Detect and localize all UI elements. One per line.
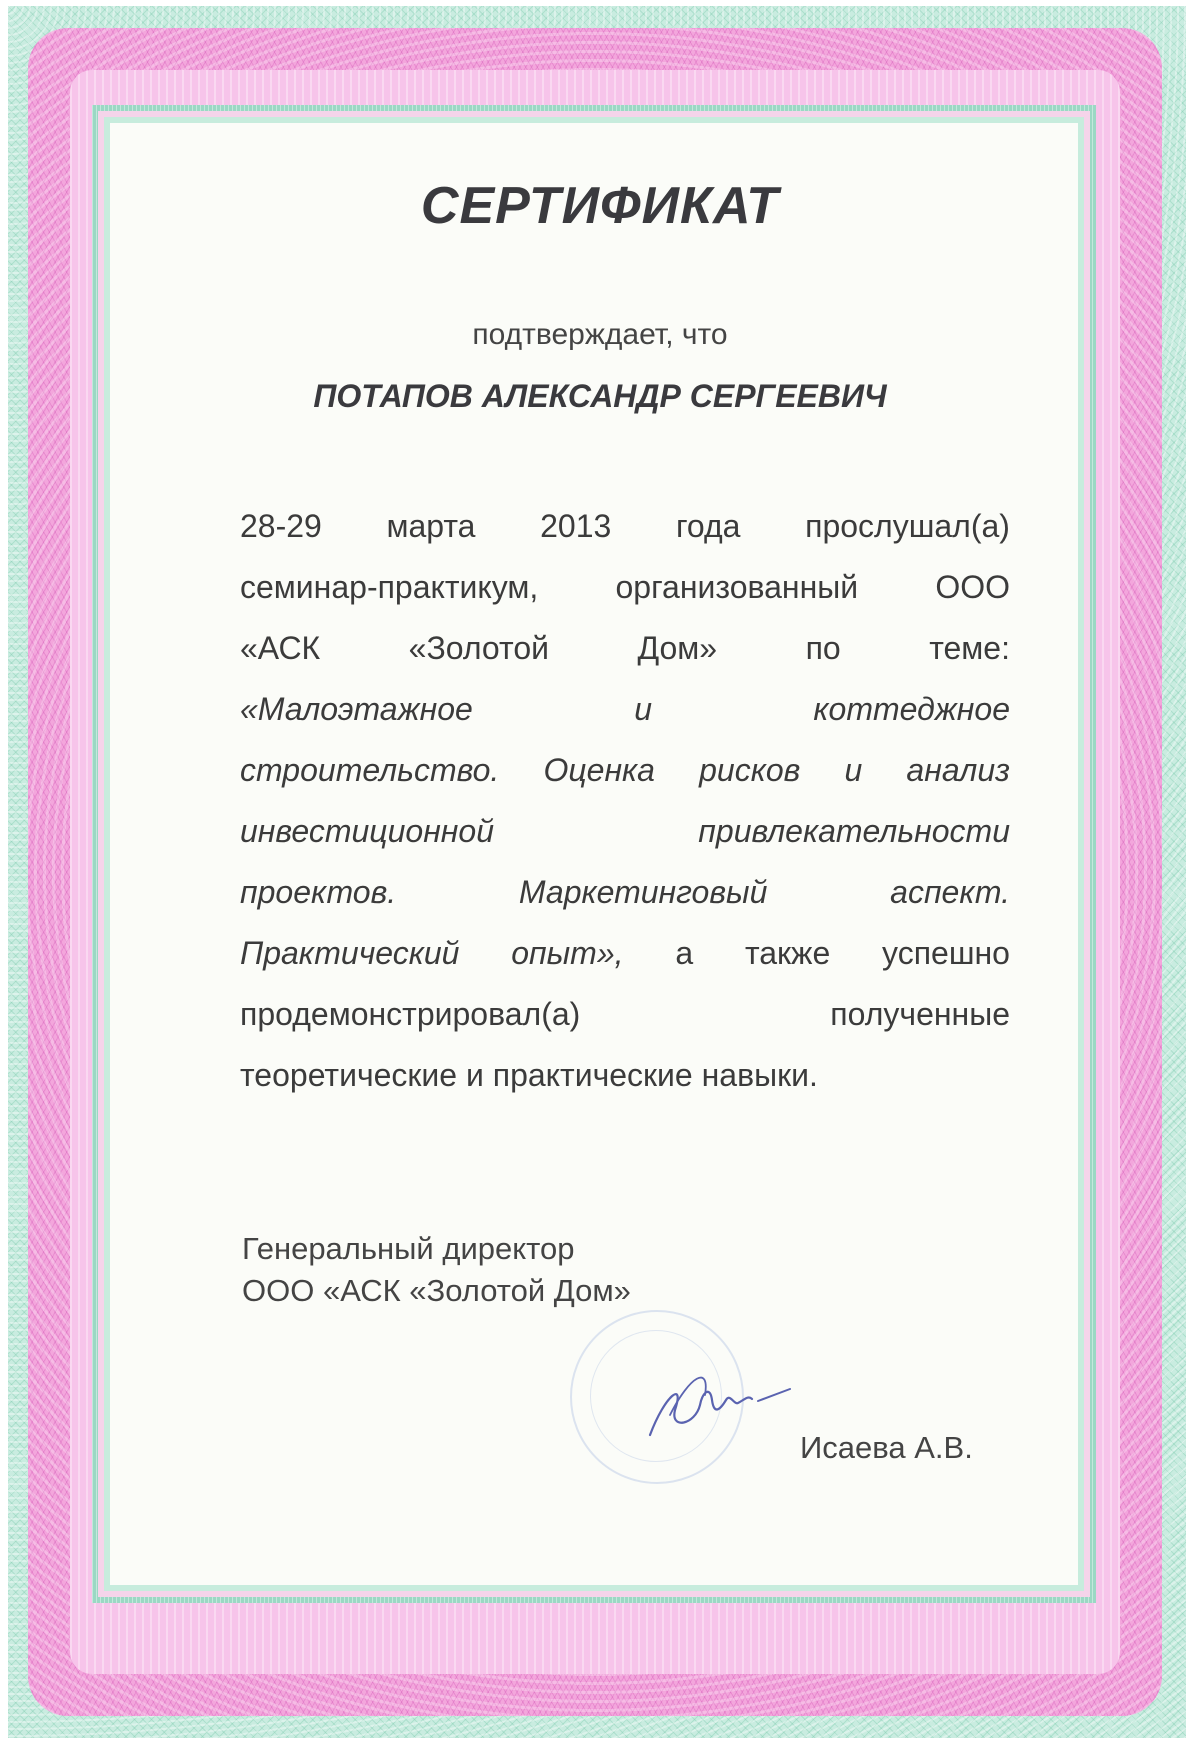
word: ООО (935, 569, 1010, 605)
word: Маркетинговый (518, 874, 768, 910)
word: рисков (699, 752, 801, 788)
word: аспект. (890, 874, 1010, 910)
word: полученные (830, 996, 1010, 1032)
signer-name: Исаева А.В. (800, 1430, 973, 1465)
body-line (240, 618, 1010, 679)
word: проектов. (240, 874, 397, 910)
word: привлекательности (698, 813, 1010, 849)
word: по (805, 630, 841, 666)
word: теме: (929, 630, 1010, 666)
body-line-words (240, 496, 1010, 557)
signer-position: Генеральный директор (242, 1231, 575, 1266)
word: успешно (882, 935, 1010, 971)
word: Оценка (543, 752, 655, 788)
body-line-topic (240, 740, 1010, 801)
body-line-words (240, 740, 1010, 801)
word: коттеджное (813, 691, 1010, 727)
body-line (240, 557, 1010, 618)
body-line-words (240, 618, 1010, 679)
word: и (634, 691, 652, 727)
word: прослушал(а) (805, 508, 1010, 544)
word: строительство. (240, 752, 500, 788)
body-line-words (240, 557, 1010, 618)
word: семинар-практикум, (240, 569, 539, 605)
word: и (844, 752, 863, 788)
word: марта (386, 508, 476, 544)
handwritten-signature (640, 1355, 800, 1465)
body-line (240, 496, 1010, 557)
certificate-body (240, 496, 1010, 1106)
body-line-words (240, 984, 1010, 1045)
signer-organization: ООО «АСК «Золотой Дом» (242, 1273, 631, 1308)
word: а (675, 935, 694, 971)
body-line-topic (240, 862, 1010, 923)
body-line-topic (240, 679, 1010, 740)
recipient-name: ПОТАПОВ АЛЕКСАНДР СЕРГЕЕВИЧ (313, 378, 887, 414)
body-line (240, 923, 1010, 984)
word: Практический (240, 935, 460, 971)
body-line-words (240, 862, 1010, 923)
word: Дом» (637, 630, 718, 666)
word: «Малоэтажное (240, 691, 473, 727)
word: опыт», (511, 935, 624, 971)
confirms-text: подтверждает, что (472, 318, 728, 351)
body-line (240, 984, 1010, 1045)
signer-block (242, 1228, 631, 1312)
word: «Золотой (408, 630, 549, 666)
word: продемонстрировал(а) (240, 996, 581, 1032)
body-line (240, 1045, 1010, 1106)
word: инвестиционной (240, 813, 494, 849)
word: теоретические и практические навыки. (240, 1057, 818, 1093)
word: 28-29 (240, 508, 322, 544)
certificate-title: СЕРТИФИКАТ (420, 177, 780, 235)
body-line-topic (240, 801, 1010, 862)
word: анализ (906, 752, 1010, 788)
word: года (675, 508, 741, 544)
word: организованный (615, 569, 859, 605)
body-line-words (240, 679, 1010, 740)
word: 2013 (540, 508, 612, 544)
word: также (744, 935, 831, 971)
body-line-words (240, 923, 1010, 984)
word: «АСК (240, 630, 321, 666)
body-line-words (240, 801, 1010, 862)
